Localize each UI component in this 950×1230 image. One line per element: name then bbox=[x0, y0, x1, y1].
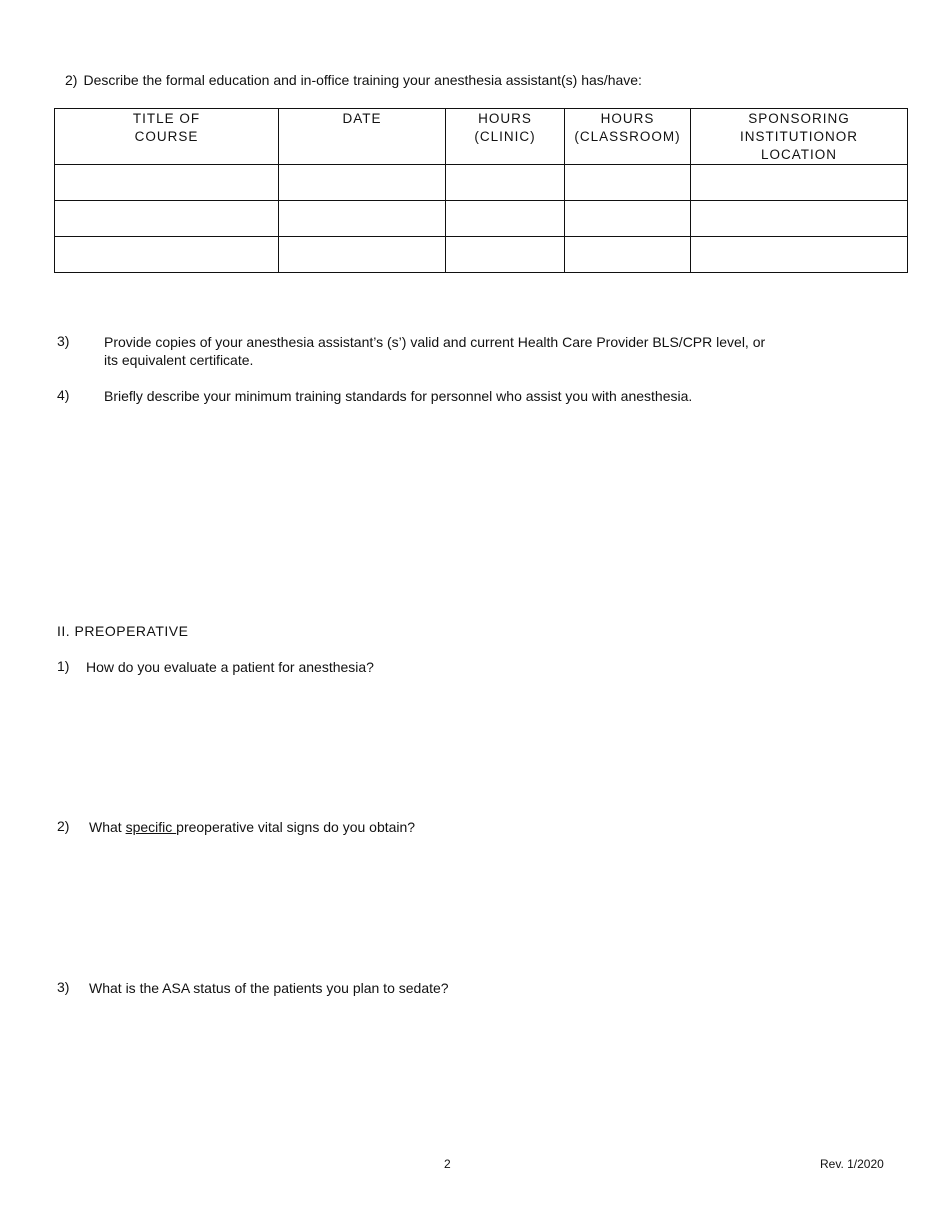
preop-question-2-number: 2) bbox=[57, 818, 70, 834]
header-date bbox=[279, 109, 446, 165]
table-row bbox=[55, 201, 908, 237]
header-hours-clinic-line-2: (CLINIC) bbox=[474, 129, 536, 144]
preop-question-3-text: What is the ASA status of the patients you plan to sedate? bbox=[89, 980, 449, 996]
question-4-number: 4) bbox=[57, 387, 70, 403]
question-3-number: 3) bbox=[57, 333, 70, 349]
header-title-of-course-line-1: TITLE OF bbox=[132, 111, 201, 126]
question-2-number: 2) bbox=[65, 72, 78, 88]
question-3-text-line-2: its equivalent certificate. bbox=[104, 352, 254, 368]
table-cell[interactable] bbox=[55, 165, 279, 201]
header-hours-clinic-line-1: HOURS bbox=[478, 111, 532, 126]
preop-question-2-text-underlined: specific bbox=[125, 819, 177, 835]
header-title-of-course bbox=[55, 109, 279, 165]
header-sponsoring-line-3: LOCATION bbox=[760, 147, 837, 162]
table-cell[interactable] bbox=[446, 165, 565, 201]
header-sponsoring-institution bbox=[691, 109, 908, 165]
header-title-of-course-line-2: COURSE bbox=[134, 129, 199, 144]
table-cell[interactable] bbox=[279, 201, 446, 237]
preop-question-1-text: How do you evaluate a patient for anesthesia? bbox=[86, 659, 374, 675]
table-cell[interactable] bbox=[691, 237, 908, 273]
training-table bbox=[54, 108, 908, 273]
question-2-text: Describe the formal education and in-office training your anesthesia assistant(s) has/have: bbox=[83, 72, 642, 88]
header-hours-classroom-line-1: HOURS bbox=[600, 111, 655, 126]
preop-question-2-text-before: What bbox=[89, 819, 126, 835]
preop-question-2-text bbox=[89, 818, 415, 836]
table-cell[interactable] bbox=[279, 165, 446, 201]
preop-question-1-number: 1) bbox=[57, 658, 70, 674]
header-hours-classroom-line-2: (CLASSROOM) bbox=[574, 129, 681, 144]
table-cell[interactable] bbox=[279, 237, 446, 273]
table-row bbox=[55, 237, 908, 273]
question-4-text: Briefly describe your minimum training standards for personnel who assist you with anesthesia. bbox=[104, 388, 693, 404]
header-hours-classroom bbox=[565, 109, 691, 165]
table-cell[interactable] bbox=[55, 237, 279, 273]
header-date-line-1: DATE bbox=[342, 111, 382, 126]
revision-label: Rev. 1/2020 bbox=[820, 1157, 884, 1171]
question-3-text-line-1: Provide copies of your anesthesia assistant’s (s’) valid and current Health Care Provider BLS/CPR level, or bbox=[104, 334, 766, 350]
table-row bbox=[55, 165, 908, 201]
header-sponsoring-line-2: INSTITUTIONOR bbox=[740, 129, 858, 144]
table-cell[interactable] bbox=[446, 201, 565, 237]
table-cell[interactable] bbox=[55, 201, 279, 237]
question-2 bbox=[65, 72, 642, 88]
preop-question-3-number: 3) bbox=[57, 979, 70, 995]
header-hours-clinic bbox=[446, 109, 565, 165]
preop-question-2-text-after: preoperative vital signs do you obtain? bbox=[176, 819, 416, 835]
table-cell[interactable] bbox=[565, 237, 691, 273]
page-number: 2 bbox=[444, 1157, 451, 1171]
table-cell[interactable] bbox=[446, 237, 565, 273]
training-table-header-row bbox=[55, 109, 908, 165]
table-cell[interactable] bbox=[691, 165, 908, 201]
table-cell[interactable] bbox=[691, 201, 908, 237]
table-cell[interactable] bbox=[565, 201, 691, 237]
section-title-preoperative: II. PREOPERATIVE bbox=[57, 623, 189, 639]
header-sponsoring-line-1: SPONSORING bbox=[748, 111, 850, 126]
table-cell[interactable] bbox=[565, 165, 691, 201]
